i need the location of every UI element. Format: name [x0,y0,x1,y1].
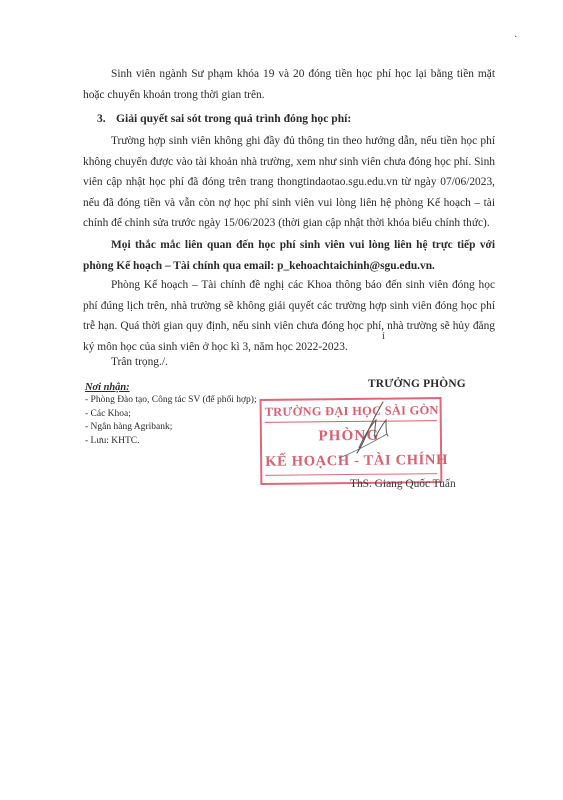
page-speck: · [514,32,518,43]
recipient-item: - Phòng Đào tạo, Công tác SV (để phối hợp); [85,395,257,406]
recipient-item: - Lưu: KHTC. [85,435,140,446]
section-3-heading [97,112,351,125]
signer-title: TRƯỞNG PHÒNG [368,378,466,390]
contact-paragraph: Mọi thắc mắc liên quan đến học phí sinh viên vui lòng liên hệ trực tiếp với phòng Kế hoạch – Tài chính qua email: p_kehoachtaichinh@sgu.edu.vn. [83,239,495,272]
stamp-university-name: TRƯỜNG ĐẠI HỌC SÀI GÒN [265,400,437,423]
handwritten-signature [325,398,405,458]
closing-text: Trân trọng./. [111,356,168,368]
notice-paragraph: Phòng Kế hoạch – Tài chính đề nghị các Khoa thông báo đến sinh viên đóng học phí đúng lịch trên, nhà trường sẽ không giải quyết các trường hợp sinh viên đóng học phí trễ hạn. Quá thời gian quy định, nếu sinh viên chưa đóng học phí, nhà trường sẽ hủy đăng ký môn học của sinh viên ở học kì 3, năm học 2022-2023. [83,279,495,353]
recipients-block [85,381,275,448]
section-3-title: Giải quyết sai sót trong quá trình đóng học phí: [116,112,352,125]
stamp-department-label: PHÒNG [318,427,380,445]
recipient-item: - Các Khoa; [85,408,131,419]
payment-method-paragraph: Sinh viên ngành Sư phạm khóa 19 và 20 đóng tiền học phí học lại bằng tiền mặt hoặc chuyển khoản trong thời gian trên. [83,68,495,101]
stray-mark: ỉ [382,330,386,342]
recipient-item: - Ngân hàng Agribank; [85,422,173,433]
section-3-paragraph: Trường hợp sinh viên không ghi đầy đủ thông tin theo hướng dẫn, nếu tiền học phí không chuyển được vào tài khoản nhà trường, xem như sinh viên chưa đóng học phí. Sinh viên cập nhật học phí đã đóng trên trang thongtindaotao.sgu.edu.vn từ ngày 07/06/2023, nếu đã đóng tiền và vẫn còn nợ học phí sinh viên vui lòng liên hệ phòng Kế hoạch – tài chính để chỉnh sửa trước ngày 15/06/2023 (thời gian cập nhật thời khóa biểu chính thức). [83,135,495,229]
recipients-title: Nơi nhận: [85,382,130,393]
section-3-number: 3. [97,112,106,125]
signer-name: ThS. Giang Quốc Tuấn [350,478,456,490]
stamp-department-name: KẾ HOẠCH - TÀI CHÍNH [265,451,449,470]
